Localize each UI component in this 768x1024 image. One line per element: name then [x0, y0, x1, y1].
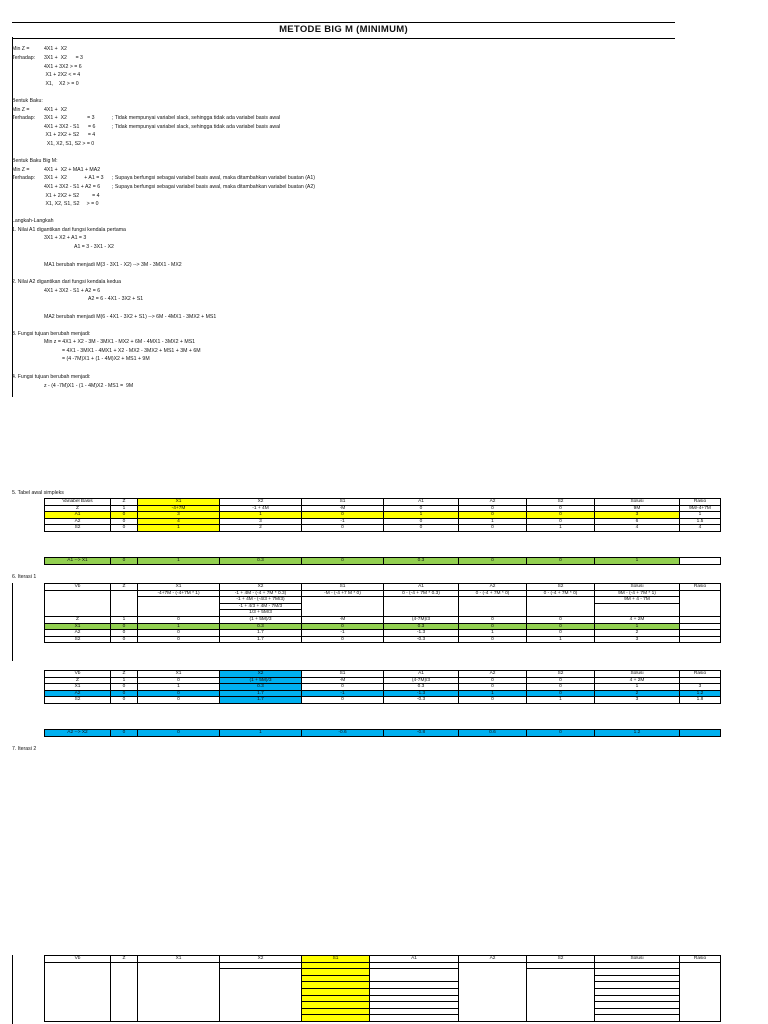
step6-label: 6. Iterasi 1 — [12, 574, 37, 580]
table-row: A2 --> X2 0 0 1 -0.6 -0.8 0.6 0 1.2 — [45, 730, 721, 737]
pivot-row-a1-x1 — [44, 557, 721, 565]
table-header-row: Vb Z X1 X2 S1 A1 A2 S2 Solusi Rasio — [45, 956, 721, 963]
table-row: A2 0 0 1.7 -1 -1.3 1 0 2 1.2 — [45, 690, 721, 697]
iteration1-calc-table — [44, 583, 721, 643]
page-title: METODE BIG M (MINIMUM) — [279, 24, 408, 35]
table-row — [45, 962, 721, 969]
table-row: S2 0 0 1.7 0 -0.3 0 1 3 1.8 — [45, 697, 721, 704]
table-row: S2 0 1 2 0 0 0 1 4 4 — [45, 525, 721, 532]
table-row: X1 0 1 0.3 0 0.3 0 0 1 3 — [45, 684, 721, 691]
table-row: S2 0 0 1.7 0 -0.3 0 1 3 — [45, 636, 721, 643]
table-header-row: Variabel Basis Z X1 X2 S1 A1 A2 S2 Solusi Rasio — [45, 499, 721, 506]
table-row: Z 1 0 (1 + 5M)/3 -M (4-7M)/3 0 0 4 + 2M — [45, 677, 721, 684]
step7-label: 7. Iterasi 2 — [12, 746, 37, 752]
pivot-row-a2-x2 — [44, 729, 721, 737]
table-row: A1 --> X1 0 1 0.3 0 0.3 0 0 1 — [45, 558, 721, 565]
table-header-row: Vb Z X1 X2 S1 A1 A2 S2 Solusi Rasio — [45, 671, 721, 678]
table-row: A2 0 4 3 -1 0 1 0 6 1.5 — [45, 518, 721, 525]
table-row: X1 0 1 0.3 0 0.3 0 0 1 — [45, 623, 721, 630]
table-header-row: Vb Z X1 X2 S1 A1 A2 S2 Solusi Rasio — [45, 584, 721, 591]
table-row: A2 0 0 1.7 -1 -1.3 1 0 2 — [45, 630, 721, 637]
table-row: Z 1 -4+7M -1 + 4M -M 0 0 0 9M 9M/-4+7M — [45, 505, 721, 512]
calc-row: -4+7M - (-4+7M * 1) -1 + 4M - (-4 + 7M * 0.3) -M - (-4 +7 M * 0) 0 - (-4 + 7M * 0.3) 0 - (-4 + 7M * 0) 0 - (-4 + 7M * 0) 9M - (-4 + 7M * 1) — [45, 590, 721, 597]
left-border-top — [12, 37, 13, 397]
left-border-iter1 — [12, 583, 13, 661]
calc-row: -1 + 4/3 + 4M - 7M/3 — [45, 603, 721, 610]
table-row: A1 0 3 1 0 1 0 0 3 1 — [45, 512, 721, 519]
table-row: Z 1 0 (1 + 5M)/3 -M (4-7M)/3 0 0 4 + 2M — [45, 616, 721, 623]
initial-simplex-table — [44, 498, 721, 532]
iteration2-table — [44, 955, 721, 1022]
calc-row: -1 + 4M - (-4/3 + 7M/3) 9M + 4 - 7M — [45, 597, 721, 604]
calc-row: 1/3 + 5M/3 — [45, 610, 721, 617]
left-border-bottom — [12, 955, 13, 1024]
iteration1-result-table — [44, 670, 721, 704]
step5-label: 5. Tabel awal simpleks — [12, 490, 64, 496]
